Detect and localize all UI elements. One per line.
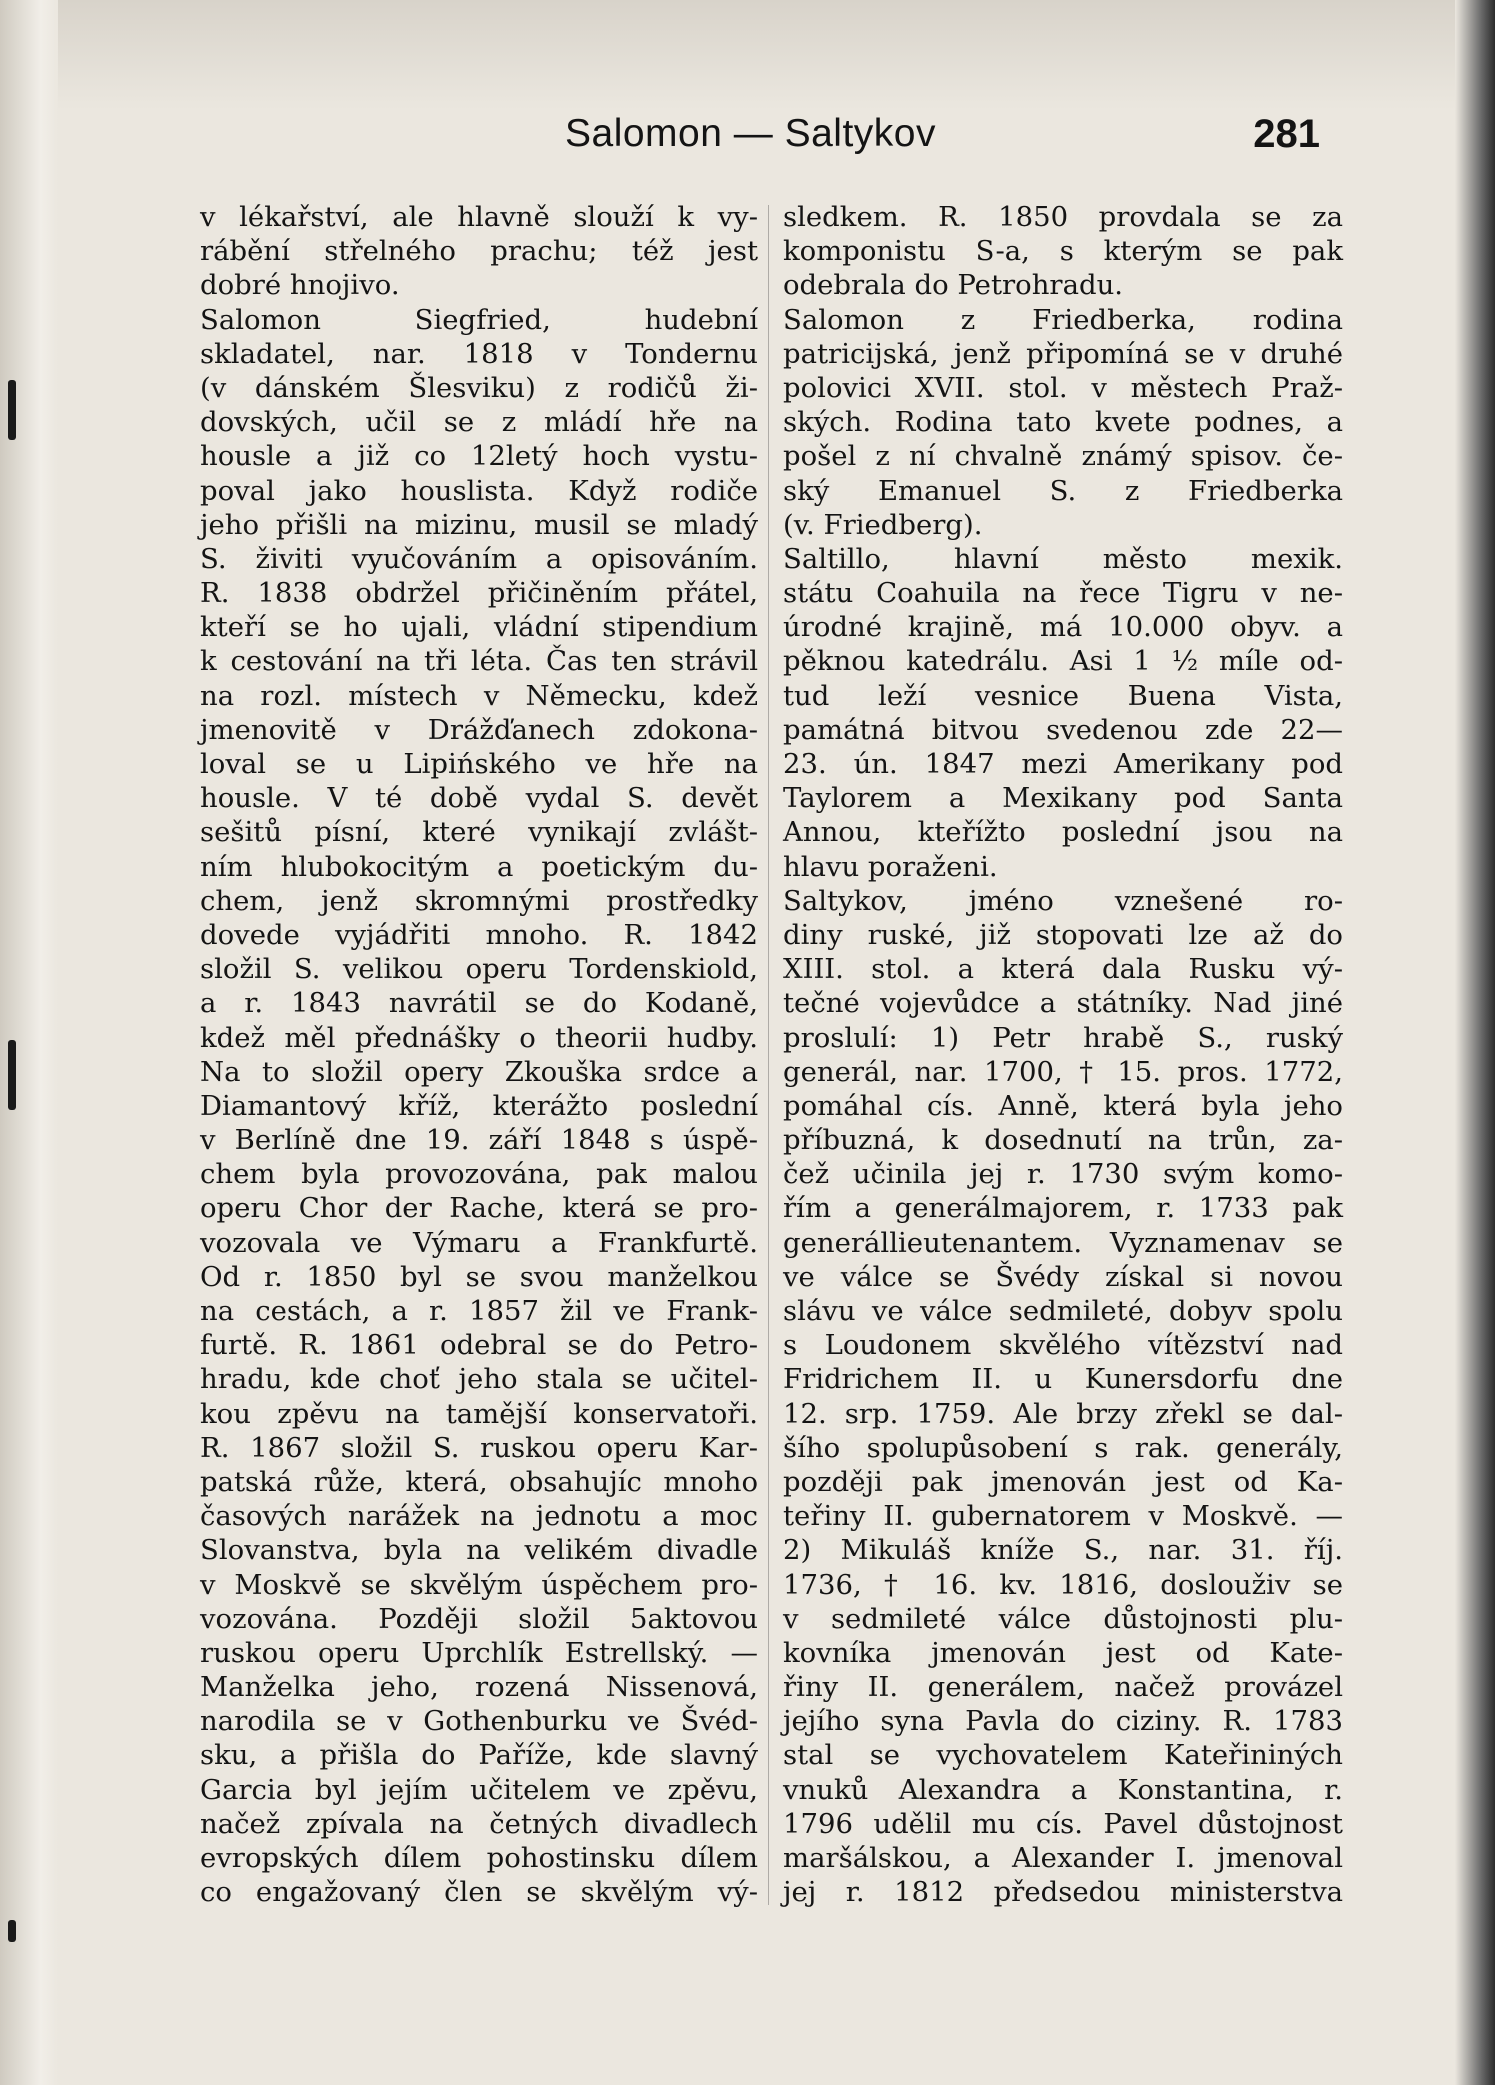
text-line: vozována. Později složil 5aktovou [200, 1602, 758, 1635]
text-line: furtě. R. 1861 odebral se do Petro- [200, 1329, 758, 1362]
text-line: kteří se ho ujali, vládní stipendium [200, 611, 758, 644]
text-line: generál, nar. 1700, † 15. pros. 1772, [783, 1055, 1343, 1088]
text-line: maršálskou, a Alexander I. jmenoval [783, 1842, 1343, 1874]
text-column-left [200, 200, 758, 1909]
text-line: dobré hnojivo. [200, 269, 400, 302]
text-line: v sedmileté válce důstojnosti plu- [783, 1602, 1343, 1635]
margin-mark [8, 1920, 16, 1942]
text-line: XIII. stol. a která dala Rusku vý- [783, 953, 1343, 986]
page-header [210, 112, 1320, 168]
text-line: proslulí: 1) Petr hrabě S., ruský [783, 1021, 1343, 1054]
text-line: skladatel, nar. 1818 v Tondernu [200, 337, 758, 370]
text-line: poval jako houslista. Když rodiče [200, 474, 758, 507]
text-line: co engažovaný člen se skvělým vý- [200, 1876, 758, 1909]
text-line: evropských dílem pohostinsku dílem [200, 1842, 758, 1874]
text-line: narodila se v Gothenburku ve Švéd- [200, 1705, 758, 1738]
page-number: 281 [1253, 112, 1320, 156]
text-line: Fridrichem II. u Kunersdorfu dne [783, 1363, 1343, 1396]
text-line: časových narážek na jednotu a moc [200, 1500, 758, 1533]
text-line: Na to složil opery Zkouška srdce a [200, 1055, 758, 1088]
text-line: chem byla provozována, pak malou [200, 1158, 758, 1191]
text-line: v lékařství, ale hlavně slouží k vy- [200, 201, 758, 233]
text-line: příbuzná, k dosednutí na trůn, za- [783, 1124, 1343, 1157]
text-line: hlavu poraženi. [783, 850, 998, 883]
text-line: později pak jmenován jest od Ka- [783, 1465, 1343, 1498]
text-line: na cestách, a r. 1857 žil ve Frank- [200, 1295, 758, 1327]
text-line: ský Emanuel S. z Friedberka [783, 474, 1343, 507]
text-line: pěknou katedrálu. Asi 1 ½ míle od- [783, 645, 1343, 678]
text-line: slávu ve válce sedmileté, dobyv spolu [783, 1295, 1343, 1327]
text-line: pomáhal cís. Anně, která byla jeho [783, 1089, 1343, 1122]
text-line: k cestování na tři léta. Čas ten strávil [200, 645, 758, 678]
text-line: ských. Rodina tato kvete podnes, a [783, 406, 1343, 439]
text-line: v Berlíně dne 19. září 1848 s úspě- [200, 1124, 758, 1157]
text-line: Diamantový kříž, kterážto poslední [200, 1089, 758, 1122]
entry-heading-line: Salomon Siegfried, hudební [200, 303, 758, 336]
text-line: R. 1867 složil S. ruskou operu Kar- [200, 1431, 758, 1464]
text-line: hradu, kde choť jeho stala se učitel- [200, 1363, 758, 1396]
text-line: komponistu S-a, s kterým se pak [783, 235, 1343, 268]
column-divider [768, 205, 769, 1905]
margin-mark [8, 1040, 16, 1110]
entry-heading-line: Salomon z Friedberka, rodina [783, 303, 1343, 336]
text-line: ním hlubokocitým a poetickým du- [200, 850, 758, 883]
text-line: řím a generálmajorem, r. 1733 pak [783, 1192, 1343, 1225]
text-line: pošel z ní chvalně známý spisov. če- [783, 440, 1343, 473]
text-line: Garcia byl jejím učitelem ve zpěvu, [200, 1773, 758, 1806]
text-line: Taylorem a Mexikany pod Santa [783, 782, 1343, 815]
text-line: šího spolupůsobení s rak. generály, [783, 1431, 1343, 1464]
text-line: Annou, kteřížto poslední jsou na [783, 816, 1343, 849]
text-line: kovníka jmenován jest od Kate- [783, 1636, 1343, 1669]
text-line: patricijská, jenž připomíná se v druhé [783, 337, 1343, 370]
text-line: sku, a přišla do Paříže, kde slavný [200, 1739, 758, 1772]
margin-mark [8, 380, 16, 440]
text-line: řiny II. generálem, načež provázel [783, 1671, 1343, 1704]
scan-top-shadow [0, 0, 1495, 110]
text-line: kdež měl přednášky o theorii hudby. [200, 1021, 758, 1054]
text-line: dovede vyjádřiti mnoho. R. 1842 [200, 918, 758, 951]
text-line: Od r. 1850 byl se svou manželkou [200, 1260, 758, 1293]
entry-heading-line: Saltillo, hlavní město mexik. [783, 542, 1343, 575]
text-line: odebrala do Petrohradu. [783, 269, 1124, 302]
text-line: jejího syna Pavla do ciziny. R. 1783 [783, 1705, 1343, 1738]
text-line: stal se vychovatelem Kateřininých [783, 1739, 1343, 1772]
text-line: ruskou operu Uprchlík Estrellský. — [200, 1636, 758, 1669]
text-line: úrodné krajině, má 10.000 obyv. a [783, 611, 1343, 644]
text-line: Slovanstva, byla na velikém divadle [200, 1534, 758, 1567]
text-line: vozovala ve Výmaru a Frankfurtě. [200, 1226, 758, 1259]
text-line: jeho přišli na mizinu, musil se mladý [200, 508, 758, 541]
entry-heading-line: Saltykov, jméno vznešené ro- [783, 884, 1343, 917]
text-line: loval se u Lipińského ve hře na [200, 748, 758, 780]
text-line: ve válce se Švédy získal si novou [783, 1260, 1343, 1293]
text-line: dovských, učil se z mládí hře na [200, 406, 758, 439]
text-line: jej r. 1812 předsedou ministerstva [783, 1876, 1343, 1909]
text-line: housle a již co 12letý hoch vystu- [200, 440, 758, 473]
text-line: polovici XVII. stol. v městech Praž- [783, 371, 1343, 404]
text-line: patská růže, která, obsahujíc mnoho [200, 1465, 758, 1498]
text-line: sledkem. R. 1850 provdala se za [783, 201, 1343, 233]
text-line: vnuků Alexandra a Konstantina, r. [783, 1773, 1343, 1806]
text-line: 12. srp. 1759. Ale brzy zřekl se dal- [783, 1397, 1343, 1430]
text-line: v Moskvě se skvělým úspěchem pro- [200, 1568, 758, 1601]
text-line: 1796 udělil mu cís. Pavel důstojnost [783, 1807, 1343, 1840]
text-line: sešitů písní, které vynikají zvlášt- [200, 816, 758, 849]
text-column-right [783, 200, 1343, 1909]
running-head: Salomon — Saltykov [565, 112, 936, 155]
text-line: a r. 1843 navrátil se do Kodaně, [200, 987, 758, 1020]
text-line: housle. V té době vydal S. devět [200, 782, 758, 815]
text-line: (v dánském Šlesviku) z rodičů ži- [200, 371, 758, 404]
text-line: státu Coahuila na řece Tigru v ne- [783, 577, 1343, 610]
text-line: načež zpívala na četných divadlech [200, 1807, 758, 1840]
text-line: (v. Friedberg). [783, 508, 983, 541]
text-line: S. živiti vyučováním a opisováním. [200, 542, 758, 575]
text-line: kou zpěvu na tamější konservatoři. [200, 1397, 758, 1430]
text-line: s Loudonem skvělého vítězství nad [783, 1329, 1343, 1362]
text-line: památná bitvou svedenou zde 22— [783, 713, 1343, 746]
text-line: 1736, † 16. kv. 1816, doslouživ se [783, 1568, 1343, 1601]
text-line: jmenovitě v Drážďanech zdokona- [200, 713, 758, 746]
scan-right-edge [1455, 0, 1495, 2085]
text-line: diny ruské, již stopovati lze až do [783, 918, 1343, 951]
text-line: 23. ún. 1847 mezi Amerikany pod [783, 748, 1343, 780]
text-line: na rozl. místech v Německu, kdež [200, 679, 758, 712]
text-line: tud leží vesnice Buena Vista, [783, 679, 1343, 712]
text-line: teřiny II. gubernatorem v Moskvě. — [783, 1500, 1343, 1533]
text-line: Manželka jeho, rozená Nissenová, [200, 1671, 758, 1704]
text-line: tečné vojevůdce a státníky. Nad jiné [783, 987, 1343, 1020]
text-line: chem, jenž skromnými prostředky [200, 884, 758, 917]
text-line: 2) Mikuláš kníže S., nar. 31. říj. [783, 1534, 1343, 1567]
text-line: generállieutenantem. Vyznamenav se [783, 1226, 1343, 1259]
text-line: čež učinila jej r. 1730 svým komo- [783, 1158, 1343, 1191]
text-line: složil S. velikou operu Tordenskiold, [200, 953, 758, 986]
text-line: rábění střelného prachu; též jest [200, 235, 758, 268]
text-line: operu Chor der Rache, která se pro- [200, 1192, 758, 1225]
text-line: R. 1838 obdržel přičiněním přátel, [200, 577, 758, 610]
